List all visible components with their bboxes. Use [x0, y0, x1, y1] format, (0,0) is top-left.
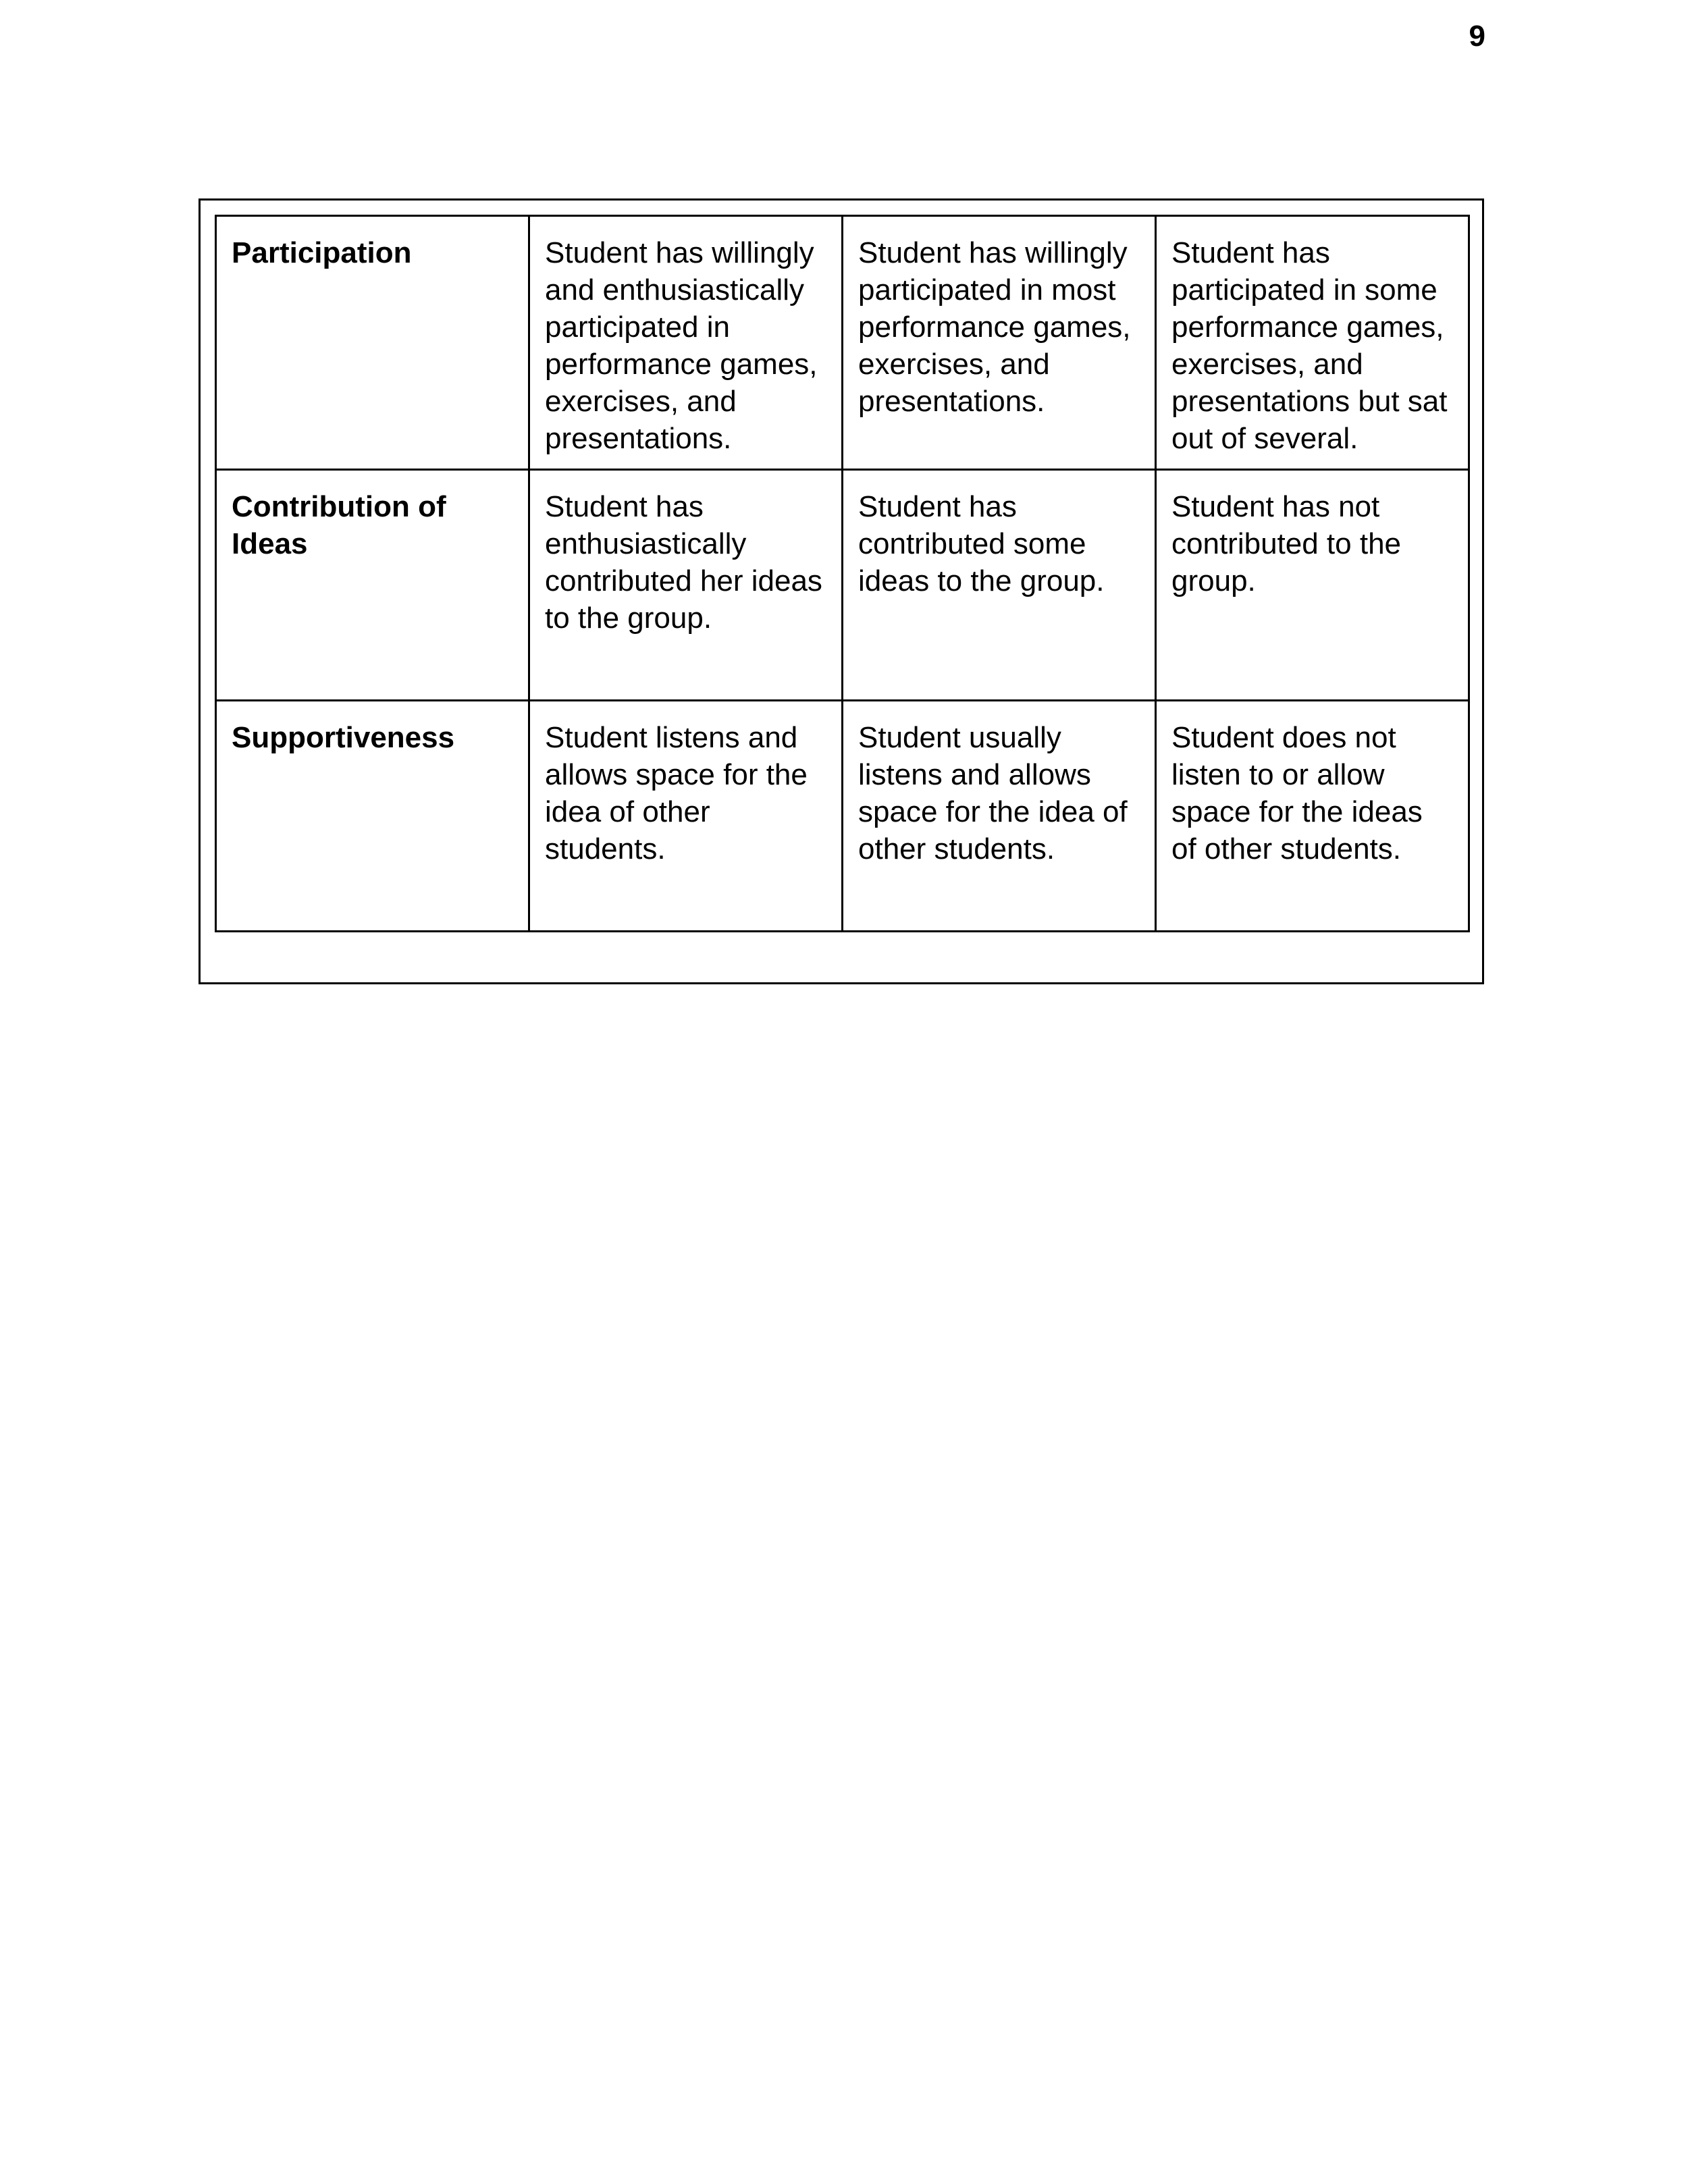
level-cell: Student usually listens and allows space for the idea of other students. — [843, 701, 1156, 932]
level-cell: Student has not contributed to the group. — [1156, 470, 1469, 701]
page-number: 9 — [1469, 20, 1485, 53]
criterion-supportiveness: Supportiveness — [216, 701, 529, 932]
table-row — [216, 470, 1469, 701]
criterion-participation: Participation — [216, 216, 529, 470]
level-cell: Student has participated in some performance games, exercises, and presentations but sat out of several. — [1156, 216, 1469, 470]
level-cell: Student has contributed some ideas to the group. — [843, 470, 1156, 701]
level-cell: Student has enthusiastically contributed her ideas to the group. — [529, 470, 843, 701]
table-row — [216, 216, 1469, 470]
level-cell: Student does not listen to or allow space for the ideas of other students. — [1156, 701, 1469, 932]
rubric-table — [215, 215, 1470, 932]
level-cell: Student has willingly participated in most performance games, exercises, and presentations. — [843, 216, 1156, 470]
table-row — [216, 701, 1469, 932]
level-cell: Student has willingly and enthusiastically participated in performance games, exercises, and presentations. — [529, 216, 843, 470]
level-cell: Student listens and allows space for the idea of other students. — [529, 701, 843, 932]
criterion-contribution-of-ideas: Contribution of Ideas — [216, 470, 529, 701]
